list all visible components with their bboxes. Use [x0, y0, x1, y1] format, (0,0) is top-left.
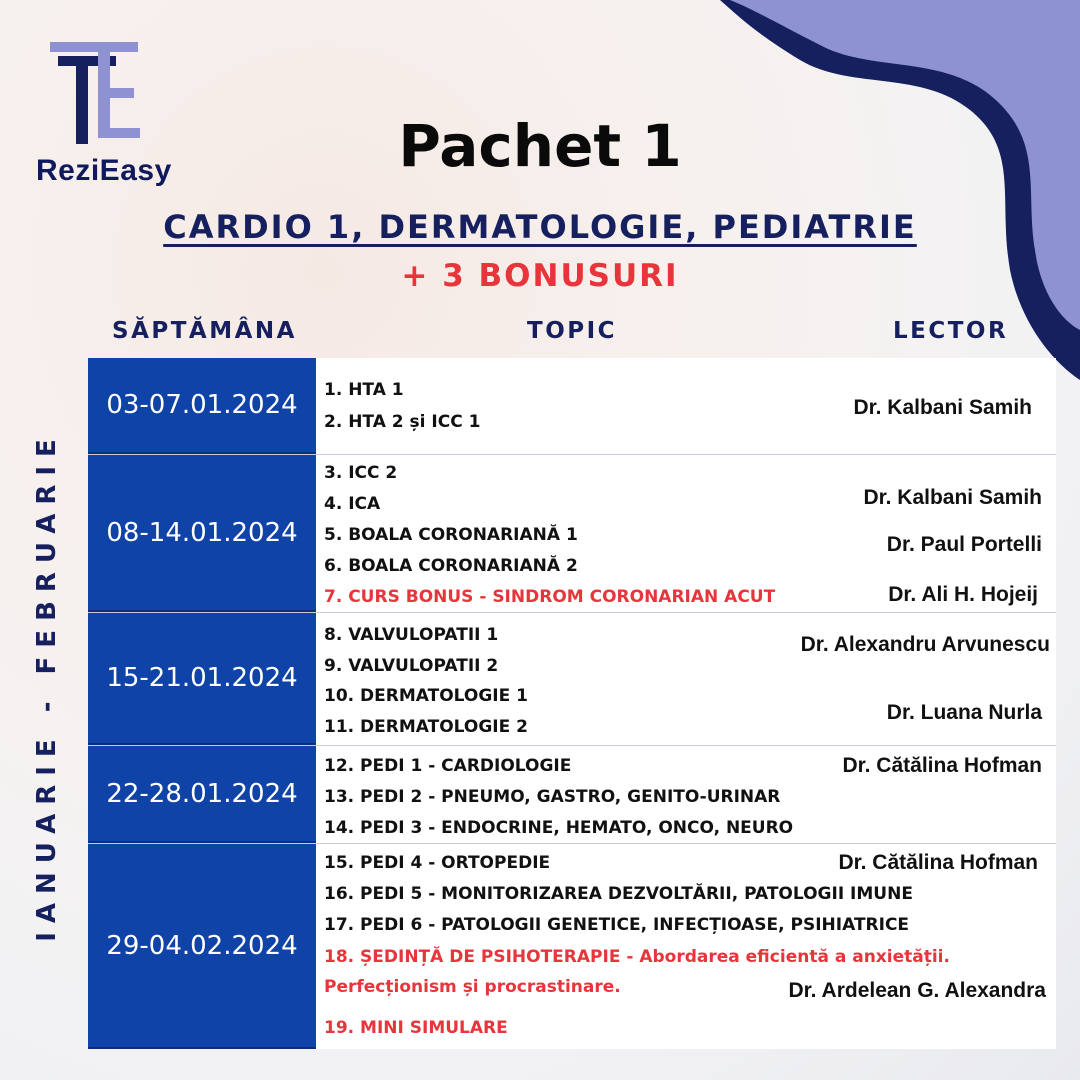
topic-item: 8. VALVULOPATII 1: [324, 625, 499, 645]
lector-name: Dr. Kalbani Samih: [853, 396, 1032, 419]
week-cell: 08-14.01.2024: [88, 455, 316, 612]
table-row: [88, 358, 1056, 455]
lector-name: Dr. Cătălina Hofman: [838, 851, 1038, 874]
topic-item: 6. BOALA CORONARIANĂ 2: [324, 556, 578, 576]
table-row: [88, 613, 1056, 746]
topic-item: 16. PEDI 5 - MONITORIZAREA DEZVOLTĂRII, PATOLOGII IMUNE: [324, 884, 913, 904]
topic-item-bonus: 19. MINI SIMULARE: [324, 1018, 508, 1038]
column-header-week: SĂPTĂMÂNA: [112, 318, 297, 344]
package-subtitle: CARDIO 1, DERMATOLOGIE, PEDIATRIE: [163, 208, 917, 246]
topic-item: 10. DERMATOLOGIE 1: [324, 686, 528, 706]
topic-item: 15. PEDI 4 - ORTOPEDIE: [324, 853, 551, 873]
topics-cell: [316, 455, 1056, 612]
topic-item: 11. DERMATOLOGIE 2: [324, 717, 528, 737]
topic-item: 12. PEDI 1 - CARDIOLOGIE: [324, 756, 572, 776]
week-cell: 29-04.02.2024: [88, 844, 316, 1049]
brand-name: ReziEasy: [36, 154, 172, 187]
topic-item: 4. ICA: [324, 494, 381, 514]
topic-item: 17. PEDI 6 - PATOLOGII GENETICE, INFECȚIOASE, PSIHIATRICE: [324, 915, 910, 935]
topic-item: 1. HTA 1: [324, 380, 404, 400]
table-row: [88, 844, 1056, 1049]
table-row: [88, 746, 1056, 844]
schedule-table: [88, 358, 1056, 1049]
topic-item: 5. BOALA CORONARIANĂ 1: [324, 525, 578, 545]
topic-item: 9. VALVULOPATII 2: [324, 656, 499, 676]
table-row: [88, 455, 1056, 613]
topic-item: 2. HTA 2 și ICC 1: [324, 412, 481, 432]
bonus-label: + 3 BONUSURI: [401, 258, 679, 294]
lector-name: Dr. Cătălina Hofman: [842, 754, 1042, 777]
topic-item-bonus: Perfecționism și procrastinare.: [324, 977, 621, 997]
topics-cell: [316, 358, 1056, 454]
topics-cell: [316, 844, 1056, 1049]
topic-item: 14. PEDI 3 - ENDOCRINE, HEMATO, ONCO, NEURO: [324, 818, 794, 838]
week-cell: 22-28.01.2024: [88, 746, 316, 843]
topics-cell: [316, 613, 1056, 745]
lector-name: Dr. Kalbani Samih: [863, 486, 1042, 509]
week-cell: 03-07.01.2024: [88, 358, 316, 454]
lector-name: Dr. Alexandru Arvunescu: [800, 633, 1050, 656]
topic-item: 13. PEDI 2 - PNEUMO, GASTRO, GENITO-URINAR: [324, 787, 781, 807]
topic-item-bonus: 7. CURS BONUS - SINDROM CORONARIAN ACUT: [324, 587, 776, 607]
week-cell: 15-21.01.2024: [88, 613, 316, 745]
lector-name: Dr. Luana Nurla: [886, 701, 1042, 724]
lector-name: Dr. Ardelean G. Alexandra: [788, 979, 1046, 1002]
period-side-label: IANUARIE - FEBRUARIE: [32, 430, 62, 942]
package-title: Pachet 1: [398, 112, 682, 180]
topics-cell: [316, 746, 1056, 843]
column-header-lector: LECTOR: [893, 318, 1009, 344]
lector-name: Dr. Ali H. Hojeij: [888, 583, 1038, 606]
topic-item: 3. ICC 2: [324, 463, 398, 483]
lector-name: Dr. Paul Portelli: [886, 533, 1042, 556]
topic-item-bonus: 18. ȘEDINȚĂ DE PSIHOTERAPIE - Abordarea eficientă a anxietății.: [324, 947, 950, 967]
column-header-topic: TOPIC: [527, 318, 618, 344]
